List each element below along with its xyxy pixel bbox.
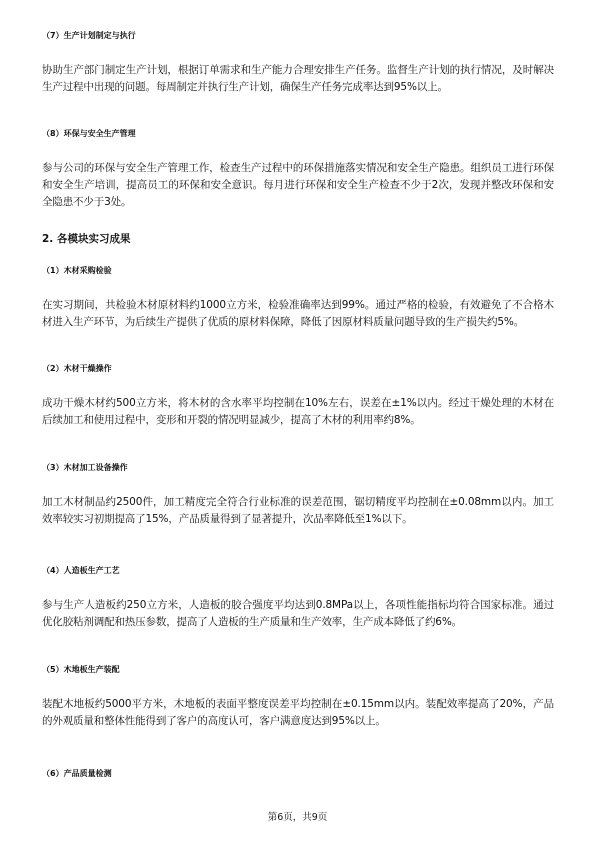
- paragraph-timber-inspection: 在实习期间，共检验木材原材料约1000立方米，检验准确率达到99%。通过严格的检验，有效避免了不合格木材进入生产环节，为后续生产提供了优质的原材料保障，降低了因原材料质量问题导致的生产损失约5%。: [42, 299, 554, 328]
- paragraph-timber-drying: 成功干燥木材约500立方米，将木材的含水率平均控制在10%左右，误差在±1%以内。经过干燥处理的木材在后续加工和使用过程中，变形和开裂的情况明显减少，提高了木材的利用率约8%。: [42, 397, 554, 426]
- main-heading-module-results: 2. 各模块实习成果: [42, 233, 131, 245]
- paragraph-floor-assembly: 装配木地板约5000平方米，木地板的表面平整度误差平均控制在±0.15mm以内。装配效率提高了20%，产品的外观质量和整体性能得到了客户的高度认可，客户满意度达到95%以上。: [42, 698, 554, 727]
- document-page: [42, 0, 554, 842]
- section-heading-production-plan: （7）生产计划制定与执行: [42, 31, 136, 40]
- page-number-footer: 第6页，共9页: [267, 812, 328, 823]
- paragraph-environment-safety: 参与公司的环保与安全生产管理工作，检查生产过程中的环保措施落实情况和安全生产隐患。组织员工进行环保和安全生产培训，提高员工的环保和安全意识。每月进行环保和安全生产检查不少于2次，发现并整改环保和安全隐患不少于3处。: [42, 162, 554, 208]
- paragraph-equipment-operation: 加工木材制品约2500件，加工精度完全符合行业标准的误差范围，锯切精度平均控制在±0.08mm以内。加工效率较实习初期提高了15%，产品质量得到了显著提升，次品率降低至1%以下。: [42, 496, 554, 525]
- paragraph-wood-panel: 参与生产人造板约250立方米，人造板的胶合强度平均达到0.8MPa以上，各项性能指标均符合国家标准。通过优化胶粘剂调配和热压参数，提高了人造板的生产质量和生产效率，生产成本降低了约6%。: [42, 599, 554, 628]
- section-heading-timber-drying: （2）木材干燥操作: [42, 364, 112, 373]
- paragraph-production-plan: 协助生产部门制定生产计划，根据订单需求和生产能力合理安排生产任务。监督生产计划的执行情况，及时解决生产过程中出现的问题。每周制定并执行生产计划，确保生产任务完成率达到95%以上。: [42, 64, 554, 93]
- section-heading-wood-panel: （4）人造板生产工艺: [42, 566, 120, 575]
- section-heading-equipment-operation: （3）木材加工设备操作: [42, 463, 128, 472]
- section-heading-floor-assembly: （5）木地板生产装配: [42, 665, 120, 674]
- section-heading-quality-inspection: （6）产品质量检测: [42, 769, 112, 778]
- section-heading-environment-safety: （8）环保与安全生产管理: [42, 129, 136, 138]
- section-heading-timber-inspection: （1）木材采购检验: [42, 266, 112, 275]
